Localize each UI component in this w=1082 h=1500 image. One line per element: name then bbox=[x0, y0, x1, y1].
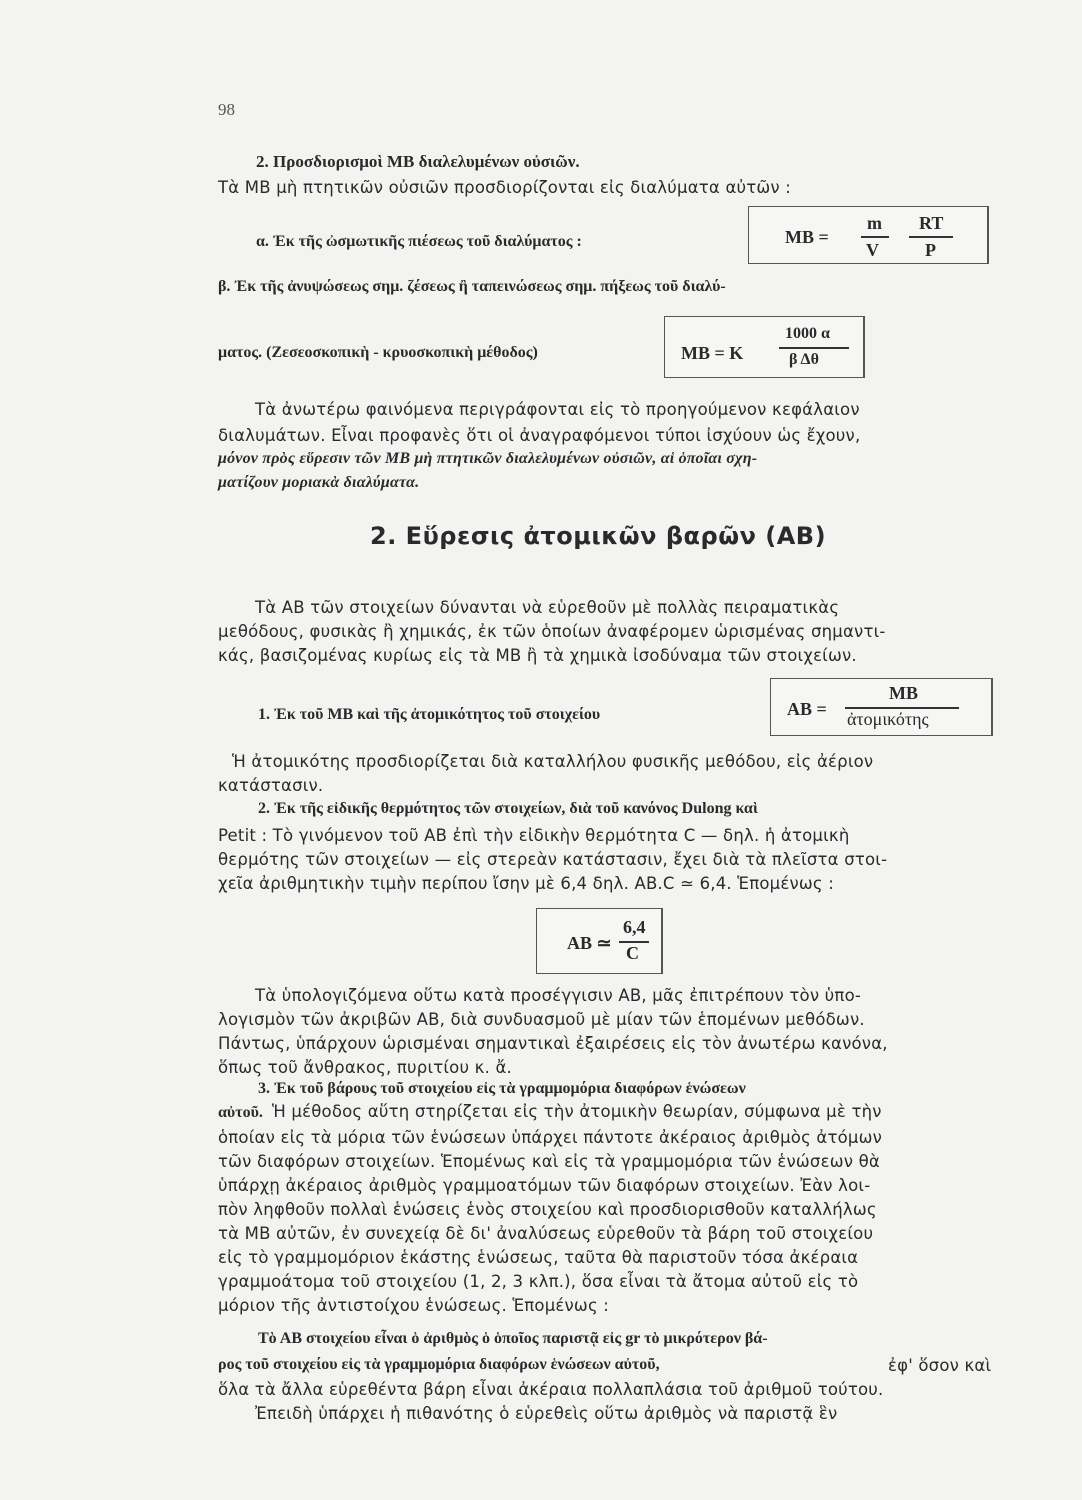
formula-numerator: MB bbox=[889, 683, 918, 703]
paragraph-line: θερμότης τῶν στοιχείων — εἰς στερεὰν κατάστασιν, ἔχει διὰ τὰ πλεῖστα στοι- bbox=[218, 850, 888, 869]
formula-numerator: m bbox=[867, 213, 882, 233]
method2-title: 2. Ἐκ τῆς εἰδικῆς θερμότητος τῶν στοιχείων, διὰ τοῦ κανόνος Dulong καὶ bbox=[258, 800, 758, 817]
formula-numerator: 1000 α bbox=[785, 325, 830, 342]
method3-title: 3. Ἐκ τοῦ βάρους τοῦ στοιχείου εἰς τὰ γραμμομόρια διαφόρων ἑνώσεων bbox=[258, 1080, 746, 1097]
item-b-line1: β. Ἐκ τῆς ἀνυψώσεως σημ. ζέσεως ἢ ταπεινώσεως σημ. πήξεως τοῦ διαλύ- bbox=[218, 278, 726, 295]
formula-denominator: ἀτομικότης bbox=[847, 709, 929, 729]
paragraph-line: ὅλα τὰ ἄλλα εὑρεθέντα βάρη εἶναι ἀκέραια πολλαπλάσια τοῦ ἀριθμοῦ τούτου. bbox=[218, 1380, 884, 1399]
paragraph-line: Ἡ μέθοδος αὕτη στηρίζεται εἰς τὴν ἀτομικὴν θεωρίαν, σύμφωνα μὲ τὴν bbox=[272, 1102, 882, 1121]
formula-denominator: C bbox=[626, 943, 639, 963]
formula-dulong-petit-box bbox=[536, 908, 663, 974]
formula-numerator: 6,4 bbox=[623, 917, 646, 937]
paragraph-line: διαλυμάτων. Εἶναι προφανὲς ὅτι οἱ ἀναγραφόμενοι τύποι ἰσχύουν ὡς ἔχουν, bbox=[218, 426, 861, 445]
paragraph-line: τὰ ΜΒ αὐτῶν, ἐν συνεχείᾳ δὲ δι' ἀναλύσεως εὑρεθοῦν τὰ βάρη τοῦ στοιχείου bbox=[218, 1224, 874, 1243]
section-intro: Τὰ ΜΒ μὴ πτητικῶν οὐσιῶν προσδιορίζονται εἰς διαλύματα αὐτῶν : bbox=[218, 178, 792, 197]
formula-atomicity-box bbox=[770, 678, 993, 736]
paragraph-line: μόριον τῆς ἀντιστοίχου ἑνώσεως. Ἑπομένως : bbox=[218, 1296, 610, 1315]
paragraph-line: ὑπάρχῃ ἀκέραιος ἀριθμὸς γραμμοατόμων τῶν διαφόρων στοιχείων. Ἐὰν λοι- bbox=[218, 1176, 871, 1195]
method3-title-end: αὐτοῦ. bbox=[218, 1104, 263, 1121]
paragraph-line: Petit : Τὸ γινόμενον τοῦ ΑΒ ἐπὶ τὴν εἰδικὴν θερμότητα C — δηλ. ἡ ἀτομικὴ bbox=[218, 826, 850, 845]
paragraph-line: Τὰ ΑΒ τῶν στοιχείων δύνανται νὰ εὑρεθοῦν μὲ πολλὰς πειραματικὰς bbox=[255, 598, 840, 617]
rule-bold-line: Τὸ ΑΒ στοιχείου εἶναι ὁ ἀριθμὸς ὁ ὁποῖος παριστᾷ εἰς gr τὸ μικρότερον βά- bbox=[258, 1330, 768, 1347]
paragraph-line: μόνον πρὸς εὕρεσιν τῶν ΜΒ μὴ πτητικῶν διαλελυμένων οὐσιῶν, αἱ ὁποῖαι σχη- bbox=[218, 450, 758, 467]
rule-tail: ἐφ' ὅσον καὶ bbox=[888, 1356, 992, 1375]
paragraph-line: ματίζουν μοριακὰ διαλύματα. bbox=[218, 474, 420, 491]
paragraph-line: ὅπως τοῦ ἄνθρακος, πυριτίου κ. ἄ. bbox=[218, 1058, 513, 1077]
paragraph-line: Ἐπειδὴ ὑπάρχει ἡ πιθανότης ὁ εὑρεθεὶς οὕτω ἀριθμὸς νὰ παριστᾷ ἓν bbox=[255, 1404, 838, 1423]
formula-lhs: AB = bbox=[787, 699, 827, 719]
paragraph-line: λογισμὸν τῶν ἀκριβῶν ΑΒ, διὰ συνδυασμοῦ μὲ μίαν τῶν ἑπομένων μεθόδων. bbox=[218, 1010, 865, 1029]
paragraph-line: κάς, βασιζομένας κυρίως εἰς τὰ ΜΒ ἢ τὰ χημικὰ ἰσοδύναμα τῶν στοιχείων. bbox=[218, 646, 857, 665]
paragraph-line: Τὰ ὑπολογιζόμενα οὕτω κατὰ προσέγγισιν ΑΒ, μᾶς ἐπιτρέπουν τὸν ὑπο- bbox=[255, 986, 862, 1005]
formula-lhs: MB = bbox=[785, 227, 829, 247]
formula-denominator: V bbox=[866, 240, 879, 260]
section-heading-mb: 2. Προσδιορισμοὶ ΜΒ διαλελυμένων οὐσιῶν. bbox=[256, 152, 580, 171]
formula-cryoscopic-box bbox=[664, 316, 865, 378]
paragraph-line: Ἡ ἀτομικότης προσδιορίζεται διὰ καταλλήλου φυσικῆς μεθόδου, εἰς ἀέριον bbox=[232, 752, 874, 771]
formula-lhs: MB = K bbox=[681, 343, 744, 363]
method1-label: 1. Ἐκ τοῦ ΜΒ καὶ τῆς ἀτομικότητος τοῦ στοιχείου bbox=[258, 706, 601, 723]
page-number: 98 bbox=[218, 100, 235, 119]
formula-lhs: AB ≃ bbox=[567, 933, 612, 953]
paragraph-line: μεθόδους, φυσικὰς ἢ χημικάς, ἐκ τῶν ὁποίων ἀναφέρομεν ὡρισμένας σημαντι- bbox=[218, 622, 886, 641]
rule-bold-line: ρος τοῦ στοιχείου εἰς τὰ γραμμομόρια διαφόρων ἑνώσεων αὐτοῦ, bbox=[218, 1356, 660, 1373]
formula-osmotic-box bbox=[748, 206, 989, 264]
paragraph-line: γραμμοάτομα τοῦ στοιχείου (1, 2, 3 κλπ.), ὅσα εἶναι τὰ ἄτομα αὐτοῦ εἰς τὸ bbox=[218, 1272, 859, 1291]
formula-denominator: P bbox=[925, 240, 936, 260]
formula-numerator: RT bbox=[919, 213, 944, 233]
formula-denominator: β Δθ bbox=[789, 351, 819, 368]
item-b-line2: ματος. (Ζεσεοσκοπικὴ - κρυοσκοπικὴ μέθοδος) bbox=[218, 344, 538, 361]
paragraph-line: Τὰ ἀνωτέρω φαινόμενα περιγράφονται εἰς τὸ προηγούμενον κεφάλαιον bbox=[255, 400, 860, 419]
paragraph-line: Πάντως, ὑπάρχουν ὡρισμέναι σημαντικαὶ ἐξαιρέσεις εἰς τὸν ἀνωτέρω κανόνα, bbox=[218, 1034, 888, 1053]
paragraph-line: τῶν διαφόρων στοιχείων. Ἑπομένως καὶ εἰς τὰ γραμμομόρια τῶν ἑνώσεων θὰ bbox=[218, 1152, 880, 1171]
paragraph-line: εἰς τὸ γραμμομόριον ἑκάστης ἑνώσεως, ταῦτα θὰ παριστοῦν τόσα ἀκέραια bbox=[218, 1248, 859, 1267]
paragraph-line: χεῖα ἀριθμητικὴν τιμὴν περίπου ἴσην μὲ 6,4 δηλ. ΑΒ.C ≃ 6,4. Ἑπομένως : bbox=[218, 874, 834, 893]
paragraph-line: κατάστασιν. bbox=[218, 776, 324, 795]
item-a-label: α. Ἐκ τῆς ὠσμωτικῆς πιέσεως τοῦ διαλύματος : bbox=[256, 233, 582, 250]
section-heading-ab: 2. Εὕρεσις ἀτομικῶν βαρῶν (ΑΒ) bbox=[370, 522, 827, 550]
paragraph-line: ὁποίαν εἰς τὰ μόρια τῶν ἑνώσεων ὑπάρχει πάντοτε ἀκέραιος ἀριθμὸς ἀτόμων bbox=[218, 1128, 883, 1147]
paragraph-line: πὸν ληφθοῦν πολλαὶ ἑνώσεις ἑνὸς στοιχείου καὶ προσδιορισθοῦν καταλλήλως bbox=[218, 1200, 877, 1219]
